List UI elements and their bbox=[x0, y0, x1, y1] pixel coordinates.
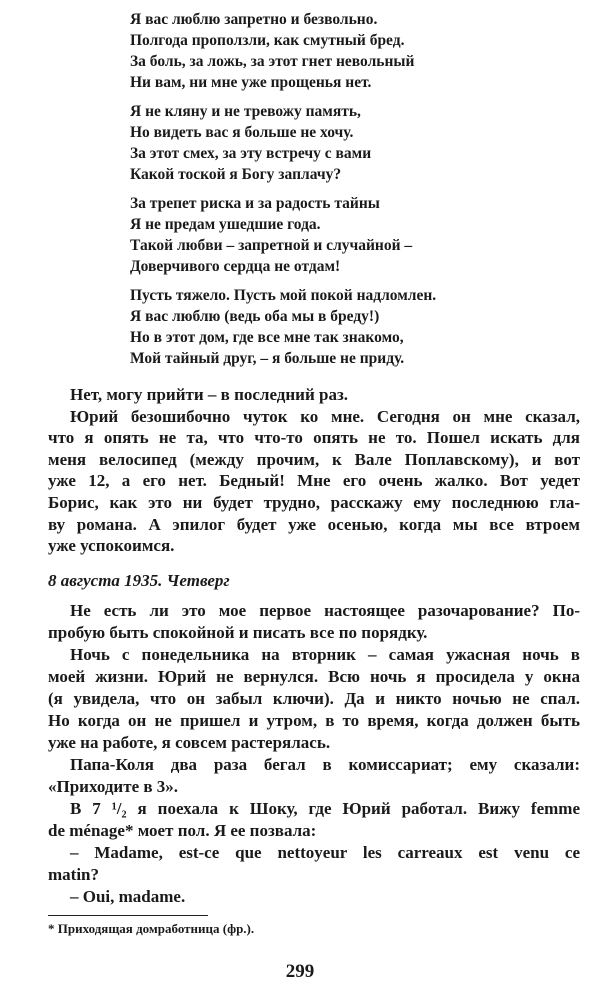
footnote-rule bbox=[48, 915, 208, 916]
entry-date-heading: 8 августа 1935. Четверг bbox=[48, 571, 230, 590]
text-line: – Madame, est-ce que nettoyeur les carreaux est venu ce bbox=[70, 843, 580, 862]
prose-entry-2 bbox=[48, 571, 580, 908]
poem-line: Полгода проползли, как смутный бред. bbox=[130, 32, 405, 49]
text-line: моей жизни. Юрий не вернулся. Всю ночь я просидела у окна bbox=[48, 667, 580, 686]
text-line: matin? bbox=[48, 865, 99, 884]
text-line: уже 12, а его нет. Бедный! Мне его очень жалко. Вот уедет bbox=[48, 471, 580, 491]
text-line: (я увидела, что он забыл ключи). Да и никто ночью не спал. bbox=[48, 689, 580, 708]
entry-body bbox=[48, 600, 580, 908]
text-line: de ménage* моет пол. Я ее позвала: bbox=[48, 821, 317, 840]
spacer bbox=[48, 591, 580, 600]
text-line: уже успокоимся. bbox=[48, 536, 175, 556]
poem-line: Но видеть вас я больше не хочу. bbox=[130, 124, 354, 141]
poem-line: Я не кляну и не тревожу память, bbox=[130, 103, 361, 120]
prose-entry-1 bbox=[48, 384, 580, 557]
poem-line: За этот смех, за эту встречу с вами bbox=[130, 145, 372, 162]
poem-line: За трепет риска и за радость тайны bbox=[130, 195, 380, 212]
poem-line: Ни вам, ни мне уже прощенья нет. bbox=[130, 74, 372, 91]
text-line: В 7 ¹/₂ я поехала к Шоку, где Юрий работал. Вижу femme bbox=[70, 799, 580, 818]
text-line: Борис, как это ни будет трудно, расскажу ему последнюю гла- bbox=[48, 492, 580, 512]
text-line: Папа-Коля два раза бегал в комиссариат; ему сказали: bbox=[70, 755, 580, 774]
poem bbox=[130, 9, 436, 377]
poem-stanza bbox=[130, 101, 436, 185]
poem-line: За боль, за ложь, за этот гнет невольный bbox=[130, 53, 415, 70]
poem-stanza bbox=[130, 9, 436, 93]
page-number: 299 bbox=[285, 961, 315, 982]
poem-line: Такой любви – запретной и случайной – bbox=[130, 237, 413, 254]
poem-line: Доверчивого сердца не отдам! bbox=[130, 258, 341, 275]
poem-line: Но в этот дом, где все мне так знакомо, bbox=[130, 329, 404, 346]
poem-line: Мой тайный друг, – я больше не приду. bbox=[130, 350, 405, 367]
poem-line: Я не предам ушедшие года. bbox=[130, 216, 321, 233]
text-line: уже на работе, я совсем растерялась. bbox=[48, 733, 331, 752]
footnote: * Приходящая домработница (фр.). bbox=[48, 921, 255, 936]
text-line: что я опять не та, что что-то опять не то. Пошел искать для bbox=[48, 428, 580, 448]
poem-stanza bbox=[130, 285, 436, 369]
text-line: Нет, могу прийти – в последний раз. bbox=[70, 385, 349, 404]
text-line: меня велосипед (между прочим, к Вале Поплавскому), и вот bbox=[48, 449, 580, 469]
text-line: Не есть ли это мое первое настоящее разочарование? По- bbox=[70, 601, 580, 620]
text-line: «Приходите в 3». bbox=[48, 777, 179, 796]
text-line: Юрий безошибочно чуток ко мне. Сегодня он мне сказал, bbox=[70, 406, 580, 426]
text-line: ву романа. А эпилог будет уже осенью, когда мы все втроем bbox=[48, 514, 580, 534]
poem-line: Пусть тяжело. Пусть мой покой надломлен. bbox=[130, 287, 437, 304]
poem-line: Я вас люблю (ведь оба мы в бреду!) bbox=[130, 308, 380, 325]
text-line: Ночь с понедельника на вторник – самая ужасная ночь в bbox=[70, 645, 580, 664]
poem-line: Какой тоской я Богу заплачу? bbox=[130, 166, 342, 183]
poem-stanza bbox=[130, 193, 436, 277]
text-line: пробую быть спокойной и писать все по порядку. bbox=[48, 623, 428, 642]
text-line: – Oui, madame. bbox=[70, 887, 186, 906]
text-line: Но когда он не пришел и утром, в то время, когда должен быть bbox=[48, 711, 580, 730]
poem-line: Я вас люблю запретно и безвольно. bbox=[130, 11, 378, 28]
